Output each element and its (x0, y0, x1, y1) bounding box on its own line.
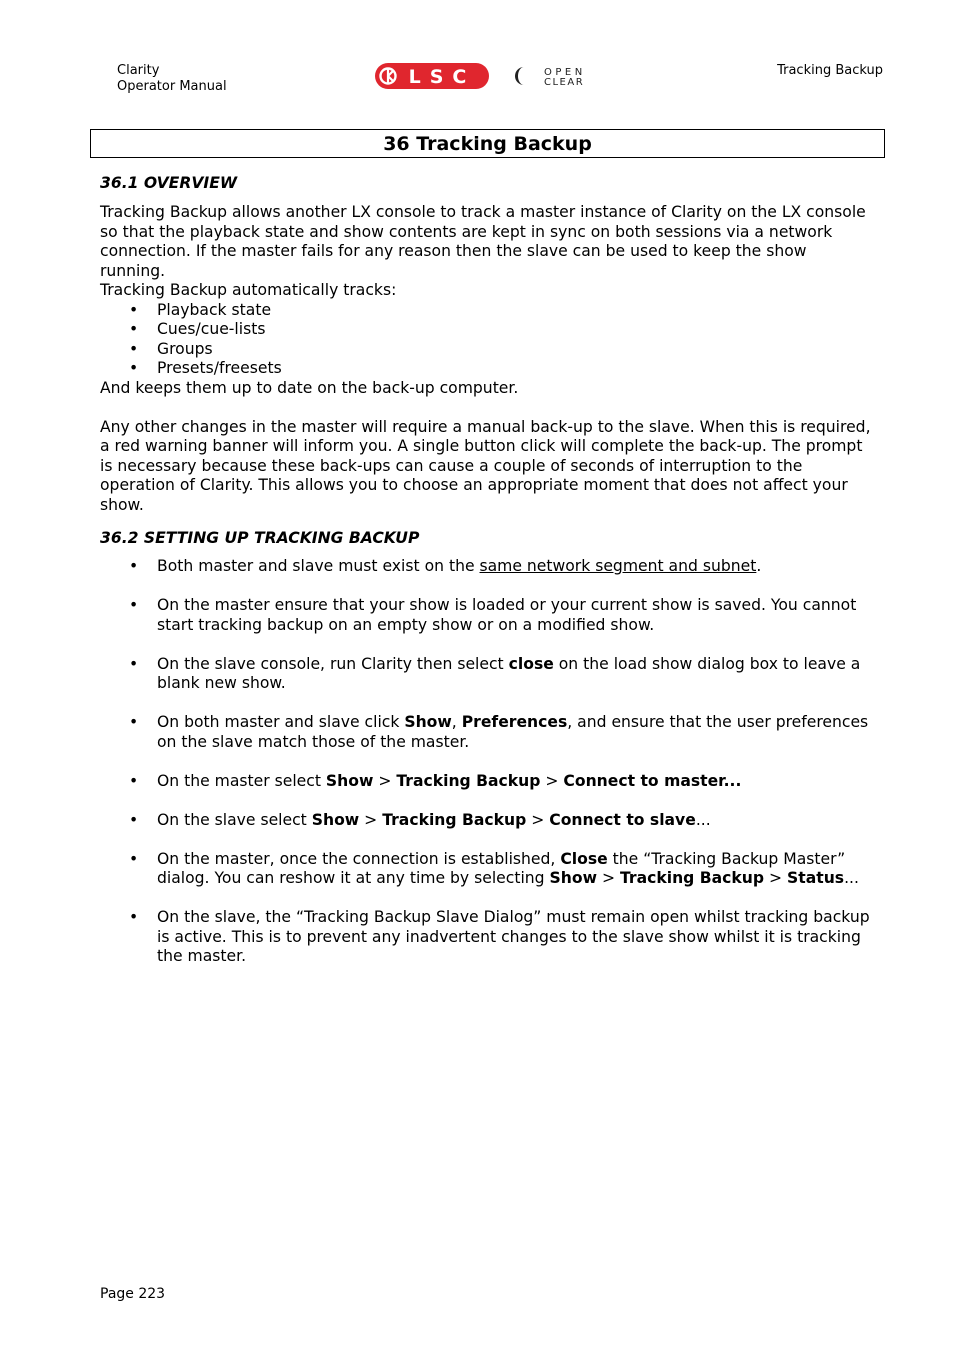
header-product: Clarity (117, 63, 160, 78)
page-content (100, 172, 875, 967)
list-item: • Playback state (157, 301, 875, 321)
setup-step-2: • On the master ensure that your show is loaded or your current show is saved. You cannot start tracking backup on an empty show or on a modified show. (157, 596, 875, 635)
setup-step-8: • On the slave, the “Tracking Backup Slave Dialog” must remain open whilst tracking backup is active. This is to prevent any inadvertent changes to the slave show whilst it is tracking the master. (157, 908, 875, 967)
openclear-logo (510, 64, 606, 92)
openclear-logo-top: OPEN (544, 67, 586, 78)
list-item: • Groups (157, 340, 875, 360)
overview-para-1: Tracking Backup allows another LX console to track a master instance of Clarity on the LX console so that the playback state and show contents are kept in sync on both sessions via a network connection. If the master fails for any reason then the slave can be used to keep the show running. (100, 203, 866, 280)
list-item: • Presets/freesets (157, 359, 875, 379)
page-number: Page 223 (100, 1286, 166, 1302)
list-item: • Cues/cue-lists (157, 320, 875, 340)
chapter-title: 36 Tracking Backup (90, 129, 885, 158)
setup-step-4: • On both master and slave click Show, Preferences, and ensure that the user preferences on the slave match those of the master. (157, 713, 875, 752)
overview-para-2: Tracking Backup automatically tracks: (100, 281, 397, 299)
header-manual: Operator Manual (117, 79, 227, 94)
setup-step-1: • Both master and slave must exist on the same network segment and subnet. (157, 557, 875, 577)
lsc-logo-text: LSC (408, 66, 476, 88)
tracked-items-list (100, 301, 875, 379)
setup-heading: 36.2 SETTING UP TRACKING BACKUP (100, 529, 420, 547)
network-link[interactable]: same network segment and subnet (479, 557, 757, 575)
overview-para-4: Any other changes in the master will require a manual back-up to the slave. When this is required, a red warning banner will inform you. A single button click will complete the back-up. The prompt is necessary because these back-ups can cause a couple of seconds of interruption to the operation of Clarity. This allows you to choose an appropriate moment that does not affect your show. (100, 417, 871, 514)
openclear-logo-bottom: CLEAR (544, 77, 585, 88)
overview-para-3: And keeps them up to date on the back-up computer. (100, 378, 519, 397)
setup-step-5: • On the master select Show > Tracking Backup > Connect to master... (157, 772, 875, 792)
header-left (117, 63, 227, 95)
header-section: Tracking Backup (777, 63, 883, 78)
setup-step-3: • On the slave console, run Clarity then select close on the load show dialog box to leave a blank new show. (157, 655, 875, 694)
overview-heading: 36.1 OVERVIEW (100, 174, 238, 192)
setup-steps-list (100, 557, 875, 967)
setup-step-7: • On the master, once the connection is established, Close the “Tracking Backup Master” dialog. You can reshow it at any time by selecting Show > Tracking Backup > Status... (157, 850, 875, 889)
setup-step-6: • On the slave select Show > Tracking Backup > Connect to slave... (157, 811, 875, 831)
lsc-logo (374, 62, 490, 94)
